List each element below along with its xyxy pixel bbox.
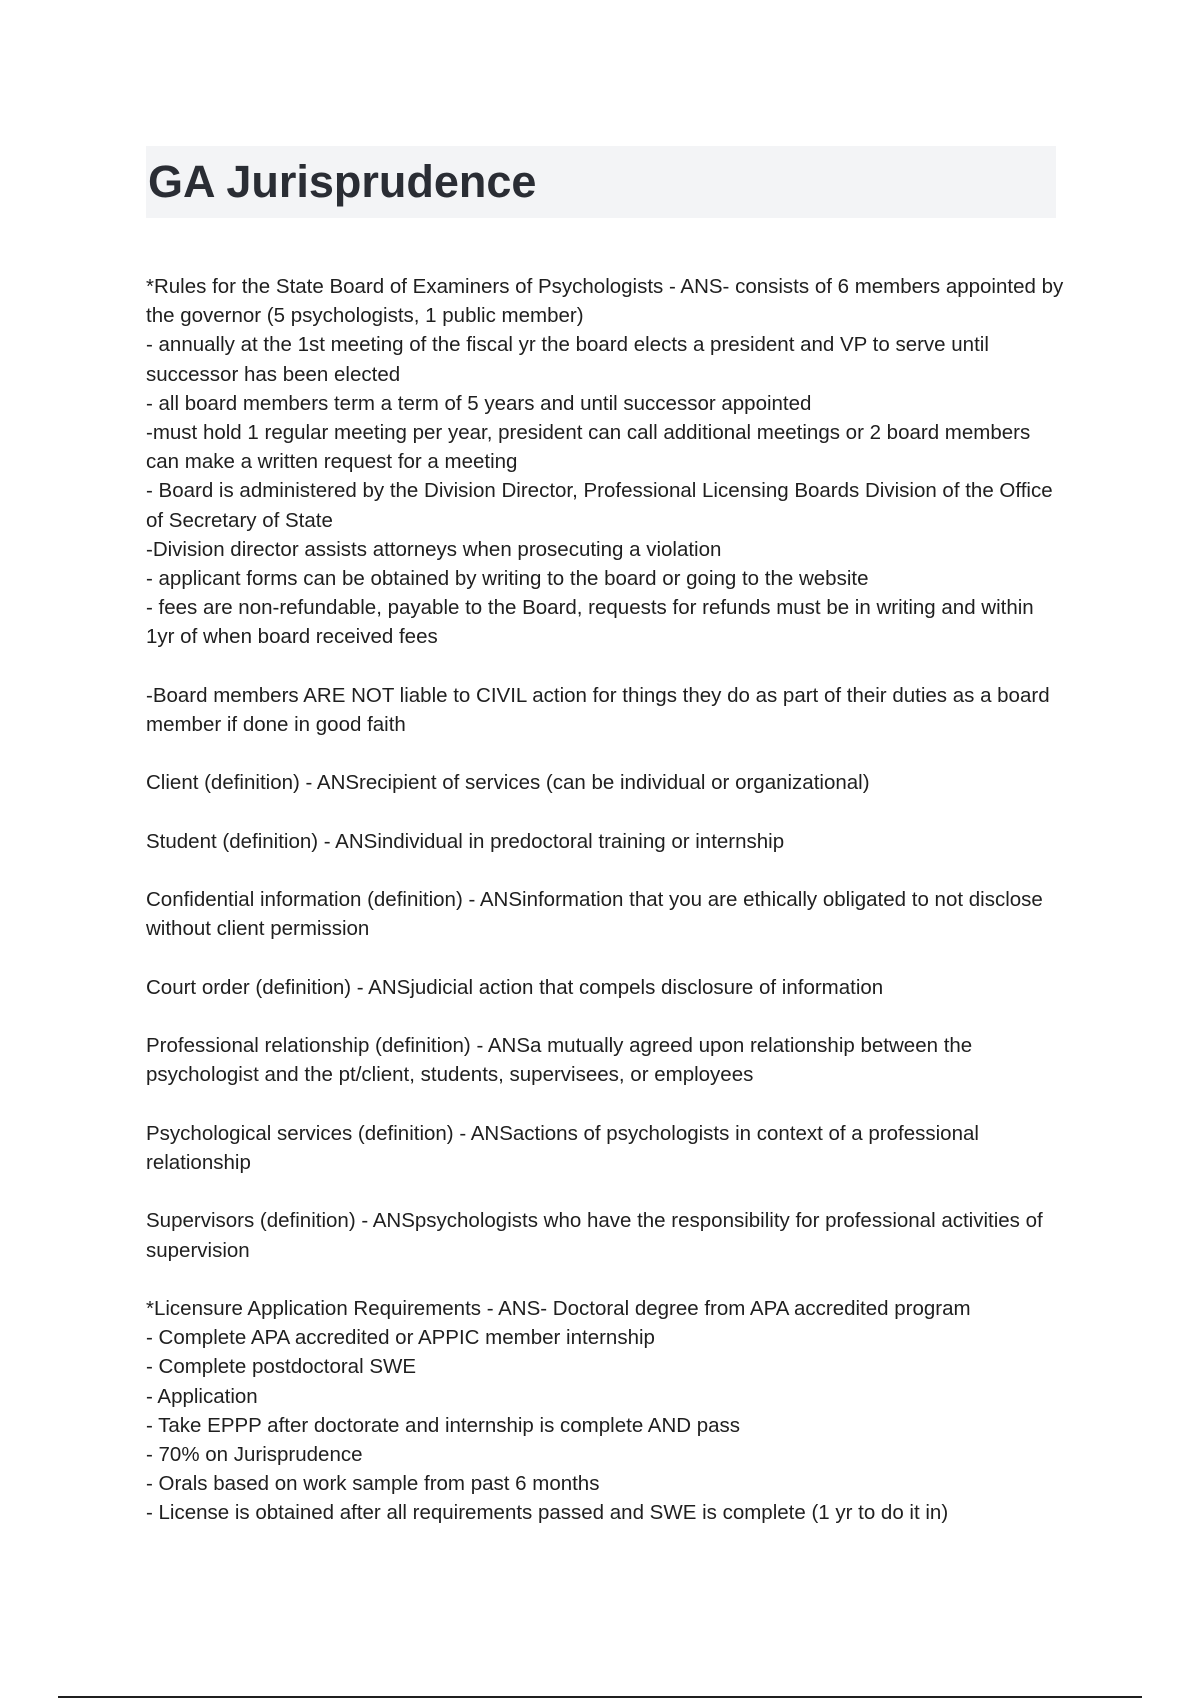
qa-entry <box>146 1031 1066 1089</box>
entry-line: *Rules for the State Board of Examiners of Psychologists - ANS- consists of 6 members appointed by the governor (5 psychologists, 1 public member) <box>146 275 1069 328</box>
qa-entry <box>146 973 1066 1002</box>
qa-entry <box>146 681 1066 739</box>
entry-line: - Orals based on work sample from past 6 months <box>146 1472 600 1496</box>
entry-line: *Licensure Application Requirements - ANS- Doctoral degree from APA accredited program <box>146 1296 971 1320</box>
page-bottom-rule <box>58 1696 1142 1698</box>
entry-line: - annually at the 1st meeting of the fiscal yr the board elects a president and VP to serve until successor has been elected <box>146 333 995 386</box>
entry-line: - fees are non-refundable, payable to the Board, requests for refunds must be in writing and within 1yr of when board received fees <box>146 596 1040 649</box>
entry-line: Court order (definition) - ANSjudicial action that compels disclosure of information <box>146 975 884 999</box>
qa-entry <box>146 1294 1066 1528</box>
entry-line: - all board members term a term of 5 years and until successor appointed <box>146 391 812 415</box>
entry-line: - Board is administered by the Division Director, Professional Licensing Boards Division of the Office of Secretary of State <box>146 479 1059 532</box>
entry-line: -must hold 1 regular meeting per year, president can call additional meetings or 2 board members can make a written request for a meeting <box>146 421 1036 474</box>
entry-line: - 70% on Jurisprudence <box>146 1442 363 1466</box>
entry-line: Professional relationship (definition) - ANSa mutually agreed upon relationship between the psychologist and the pt/client, students, supervisees, or employees <box>146 1034 978 1087</box>
entry-line: Student (definition) - ANSindividual in predoctoral training or internship <box>146 829 785 853</box>
entry-line: -Board members ARE NOT liable to CIVIL action for things they do as part of their duties as a board member if done in good faith <box>146 683 1056 737</box>
page-title: GA Jurisprudence <box>148 156 537 207</box>
qa-entry <box>146 1206 1066 1264</box>
entry-line: - Application <box>146 1384 258 1408</box>
document-body <box>146 272 1069 1557</box>
entry-line: Psychological services (definition) - ANSactions of psychologists in context of a professional relationship <box>146 1121 985 1174</box>
entry-line: - applicant forms can be obtained by writing to the board or going to the website <box>146 567 869 591</box>
qa-entry <box>146 272 1069 652</box>
qa-entry <box>146 1119 1066 1177</box>
entry-line: Confidential information (definition) - ANSinformation that you are ethically obligated to not disclose without client permission <box>146 888 1049 941</box>
entry-line: - Take EPPP after doctorate and internship is complete AND pass <box>146 1413 741 1437</box>
entry-line: - Complete APA accredited or APPIC member internship <box>146 1326 655 1350</box>
entry-line: - Complete postdoctoral SWE <box>146 1355 417 1379</box>
title-banner <box>146 146 1056 218</box>
qa-entry <box>146 885 1066 943</box>
entry-line: Supervisors (definition) - ANSpsychologists who have the responsibility for professional activities of supervision <box>146 1209 1049 1262</box>
qa-entry <box>146 827 1066 856</box>
entry-line: Client (definition) - ANSrecipient of services (can be individual or organizational) <box>146 771 870 795</box>
entry-line: -Division director assists attorneys when prosecuting a violation <box>146 537 722 561</box>
entry-line: - License is obtained after all requirements passed and SWE is complete (1 yr to do it in) <box>146 1501 949 1525</box>
qa-entry <box>146 768 1066 797</box>
